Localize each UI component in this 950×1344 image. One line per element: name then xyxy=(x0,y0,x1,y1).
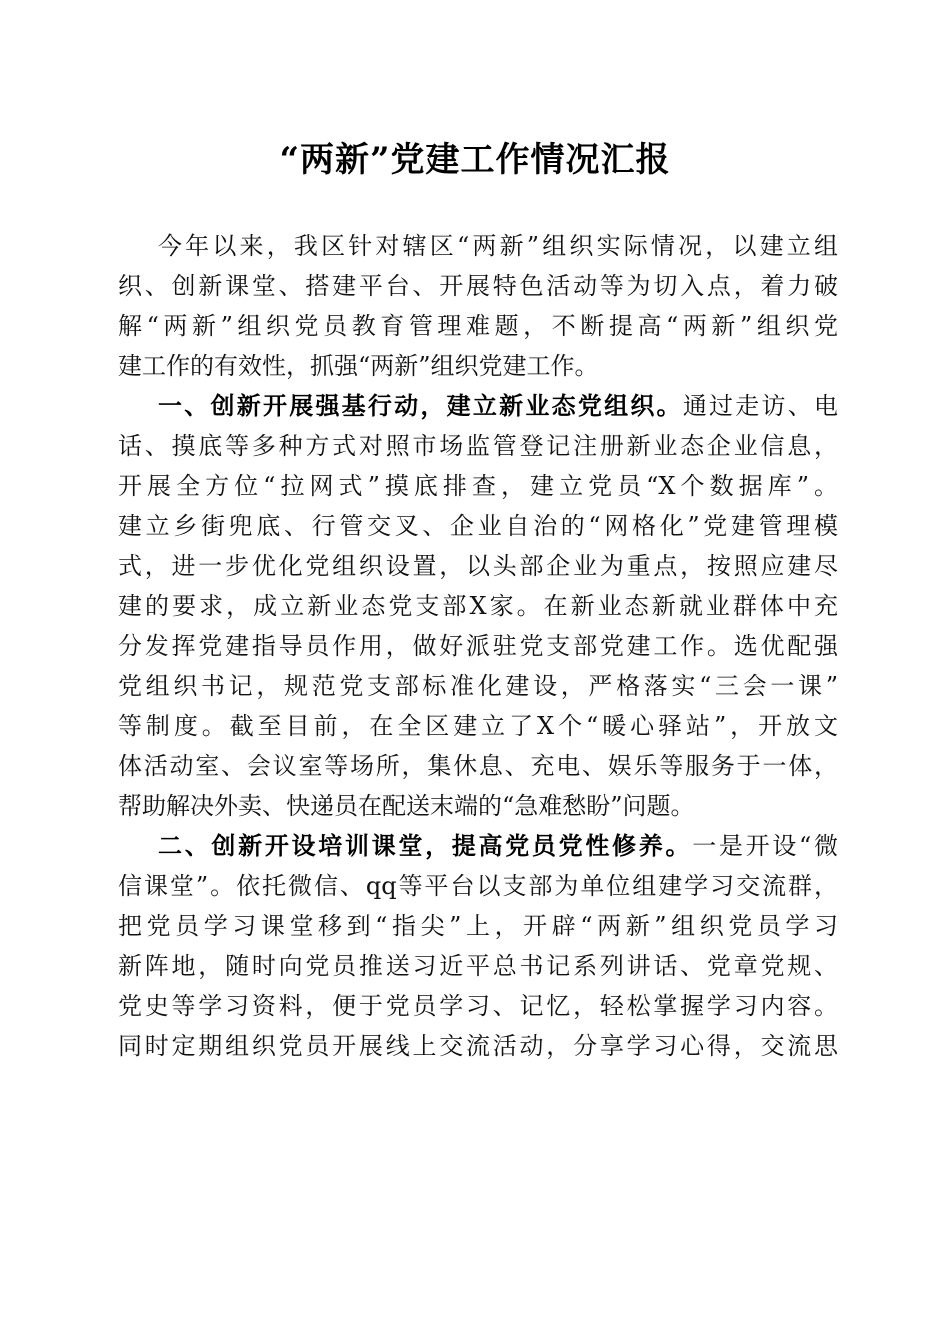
paragraph-3-line-6: 同时定期组织党员开展线上交流活动，分享学习心得，交流思 xyxy=(118,1032,838,1060)
paragraph-2-line-6: 建的要求，成立新业态党支部X家。在新业态新就业群体中充 xyxy=(118,592,838,620)
paragraph-2-line-5: 式，进一步优化党组织设置，以头部企业为重点，按照应建尽 xyxy=(118,552,838,580)
section-2-heading: 二、创新开设培训课堂，提高党员党性修养。 xyxy=(158,832,693,860)
paragraph-3-line-2: 信课堂”。依托微信、qq等平台以支部为单位组建学习交流群， xyxy=(118,872,838,900)
paragraph-2-line-1 xyxy=(118,386,838,426)
paragraph-2-line-2: 话、摸底等多种方式对照市场监管登记注册新业态企业信息， xyxy=(118,432,838,460)
paragraph-2-line-10: 体活动室、会议室等场所，集休息、充电、娱乐等服务于一体， xyxy=(118,752,838,780)
paragraph-3-line-1 xyxy=(118,826,838,866)
paragraph-2-line-3: 开展全方位“拉网式”摸底排查，建立党员“X个数据库”。 xyxy=(118,472,838,500)
paragraph-2-first-line-text: 通过走访、电 xyxy=(682,392,839,420)
paragraph-2-line-4: 建立乡街兜底、行管交叉、企业自治的“网格化”党建管理模 xyxy=(118,512,838,540)
paragraph-2-line-8: 党组织书记，规范党支部标准化建设，严格落实“三会一课” xyxy=(118,672,838,700)
document-title: “两新”党建工作情况汇报 xyxy=(279,140,671,180)
paragraph-3-first-line-text: 一是开设“微 xyxy=(692,832,839,860)
section-1-heading: 一、创新开展强基行动，建立新业态党组织。 xyxy=(158,392,683,420)
paragraph-1-line-3: 解“两新”组织党员教育管理难题，不断提高“两新”组织党 xyxy=(118,312,838,340)
paragraph-1-line-1: 今年以来，我区针对辖区“两新”组织实际情况，以建立组 xyxy=(158,232,838,260)
paragraph-2-line-9: 等制度。截至目前，在全区建立了X个“暖心驿站”，开放文 xyxy=(118,712,838,740)
paragraph-3-line-5: 党史等学习资料，便于党员学习、记忆，轻松掌握学习内容。 xyxy=(118,992,838,1020)
paragraph-2-line-11: 帮助解决外卖、快递员在配送末端的“急难愁盼”问题。 xyxy=(118,792,695,820)
paragraph-3-line-4: 新阵地，随时向党员推送习近平总书记系列讲话、党章党规、 xyxy=(118,952,838,980)
document-body xyxy=(118,226,838,1066)
paragraph-2-line-7: 分发挥党建指导员作用，做好派驻党支部党建工作。选优配强 xyxy=(118,632,838,660)
paragraph-3-line-3: 把党员学习课堂移到“指尖”上，开辟“两新”组织党员学习 xyxy=(118,912,838,940)
paragraph-1-line-4: 建工作的有效性，抓强“两新”组织党建工作。 xyxy=(118,352,599,380)
paragraph-1-line-2: 织、创新课堂、搭建平台、开展特色活动等为切入点，着力破 xyxy=(118,272,838,300)
